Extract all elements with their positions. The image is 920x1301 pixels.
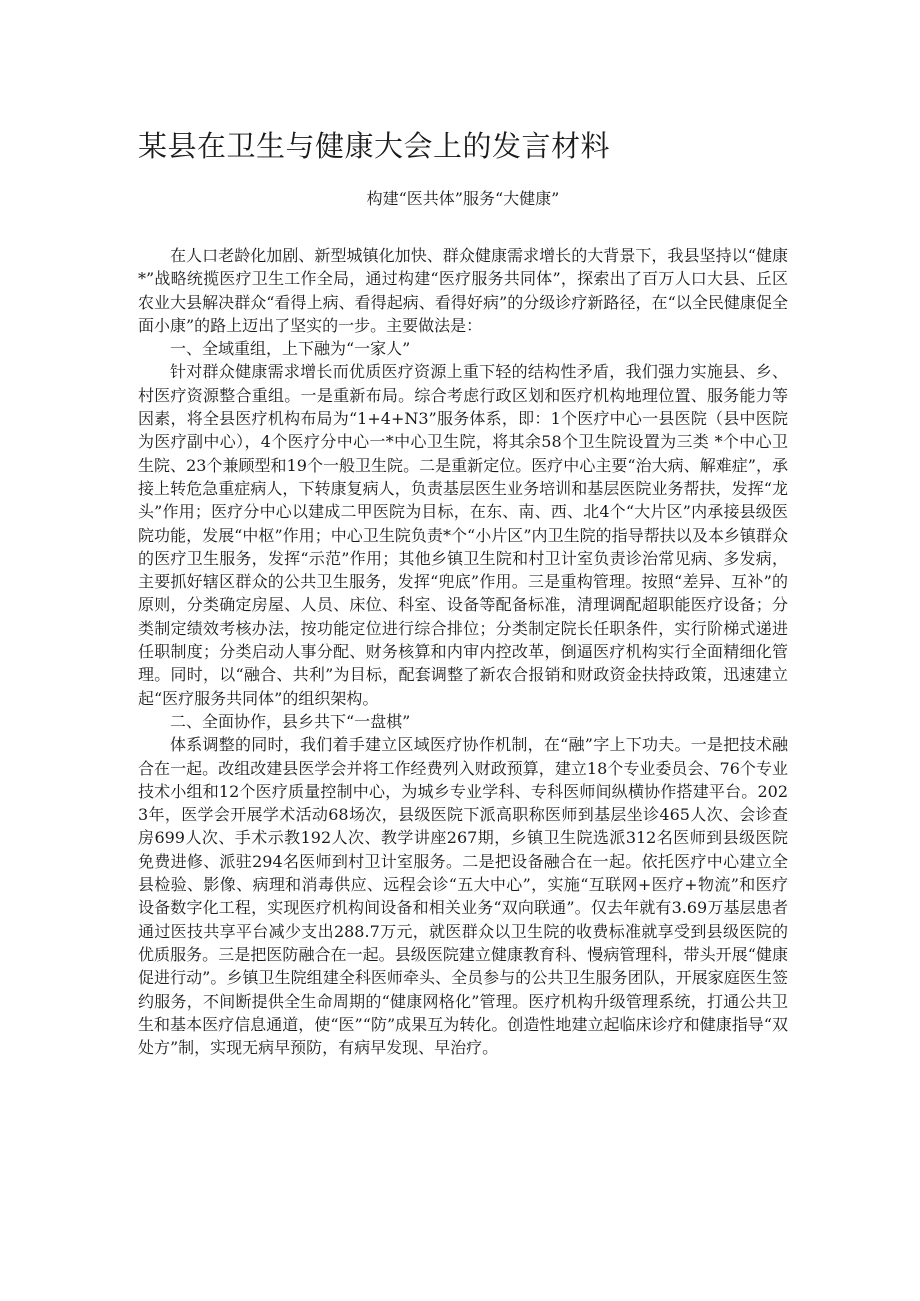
- document-title: 某县在卫生与健康大会上的发言材料: [138, 129, 611, 163]
- section-1-paragraph: 针对群众健康需求增长而优质医疗资源上重下轻的结构性矛盾，我们强力实施县、乡、村医疗资源整合重组。一是重新布局。综合考虑行政区划和医疗机构地理位置、服务能力等因素，将全县医疗机构布局为“1+4+N3”服务体系，即：1个医疗中心一县医院（县中医院为医疗副中心），4个医疗分中心一*中心卫生院，将其余58个卫生院设置为三类 *个中心卫生院、23个兼顾型和19个一般卫生院。二是重新定位。医疗中心主要“治大病、解难症”，承接上转危急重症病人，下转康复病人，负责基层医生业务培训和基层医院业务帮扶，发挥“龙头”作用；医疗分中心以建成二甲医院为目标，在东、南、西、北4个“大片区”内承接县级医院功能，发展“中枢”作用；中心卫生院负责*个“小片区”内卫生院的指导帮扶以及本乡镇群众的医疗卫生服务，发挥“示范”作用；其他乡镇卫生院和村卫计室负责诊治常见病、多发病，主要抓好辖区群众的公共卫生服务，发挥“兜底”作用。三是重构管理。按照“差异、互补”的原则，分类确定房屋、人员、床位、科室、设备等配备标准，清理调配超职能医疗设备；分类制定绩效考核办法，按功能定位进行综合排位；分类制定院长任职条件，实行阶梯式递进任职制度；分类启动人事分配、财务核算和内审内控改革，倒逼医疗机构实行全面精细化管理。同时，以“融合、共利”为目标，配套调整了新农合报销和财政资金扶持政策，迅速建立起“医疗服务共同体”的组织架构。: [138, 362, 788, 708]
- document-subtitle: 构建“医共体”服务“大健康”: [366, 189, 560, 208]
- section-2-heading: 二、全面协作，县乡共下“一盘棋”: [170, 711, 411, 731]
- section-2-paragraph: 体系调整的同时，我们着手建立区域医疗协作机制，在“融”字上下功夫。一是把技术融合在一起。改组改建县医学会并将工作经费列入财政预算，建立18个专业委员会、76个专业技术小组和12个医疗质量控制中心，为城乡专业学科、专科医师间纵横协作搭建平台。2023年，医学会开展学术活动68场次，县级医院下派高职称医师到基层坐诊465人次、会诊查房699人次、手术示教192人次、教学讲座267期，乡镇卫生院选派312名医师到县级医院免费进修、派驻294名医师到村卫计室服务。二是把设备融合在一起。依托医疗中心建立全县检验、影像、病理和消毒供应、远程会诊“五大中心”，实施“互联网+医疗+物流”和医疗设备数字化工程，实现医疗机构间设备和相关业务“双向联通”。仅去年就有3.69万基层患者通过医技共享平台减少支出288.7万元，就医群众以卫生院的收费标准就享受到县级医院的优质服务。三是把医防融合在一起。县级医院建立健康教育科、慢病管理科，带头开展“健康促进行动”。乡镇卫生院组建全科医师牵头、全员参与的公共卫生服务团队，开展家庭医生签约服务，不间断提供全生命周期的“健康网格化”管理。医疗机构升级管理系统，打通公共卫生和基本医疗信息通道，使“医”“防”成果互为转化。创造性地建立起临床诊疗和健康指导“双处方”制，实现无病早预防，有病早发现、早治疗。: [138, 735, 788, 1058]
- section-1-heading: 一、全域重组，上下融为“一家人”: [170, 339, 411, 359]
- intro-paragraph: 在人口老龄化加剧、新型城镇化加快、群众健康需求增长的大背景下，我县坚持以“健康*”战略统揽医疗卫生工作全局，通过构建“医疗服务共同体”，探索出了百万人口大县、丘区农业大县解决群众“看得上病、看得起病、看得好病”的分级诊疗新路径，在“以全民健康促全面小康”的路上迈出了坚实的一步。主要做法是：: [138, 246, 788, 335]
- document-body: [138, 244, 788, 1059]
